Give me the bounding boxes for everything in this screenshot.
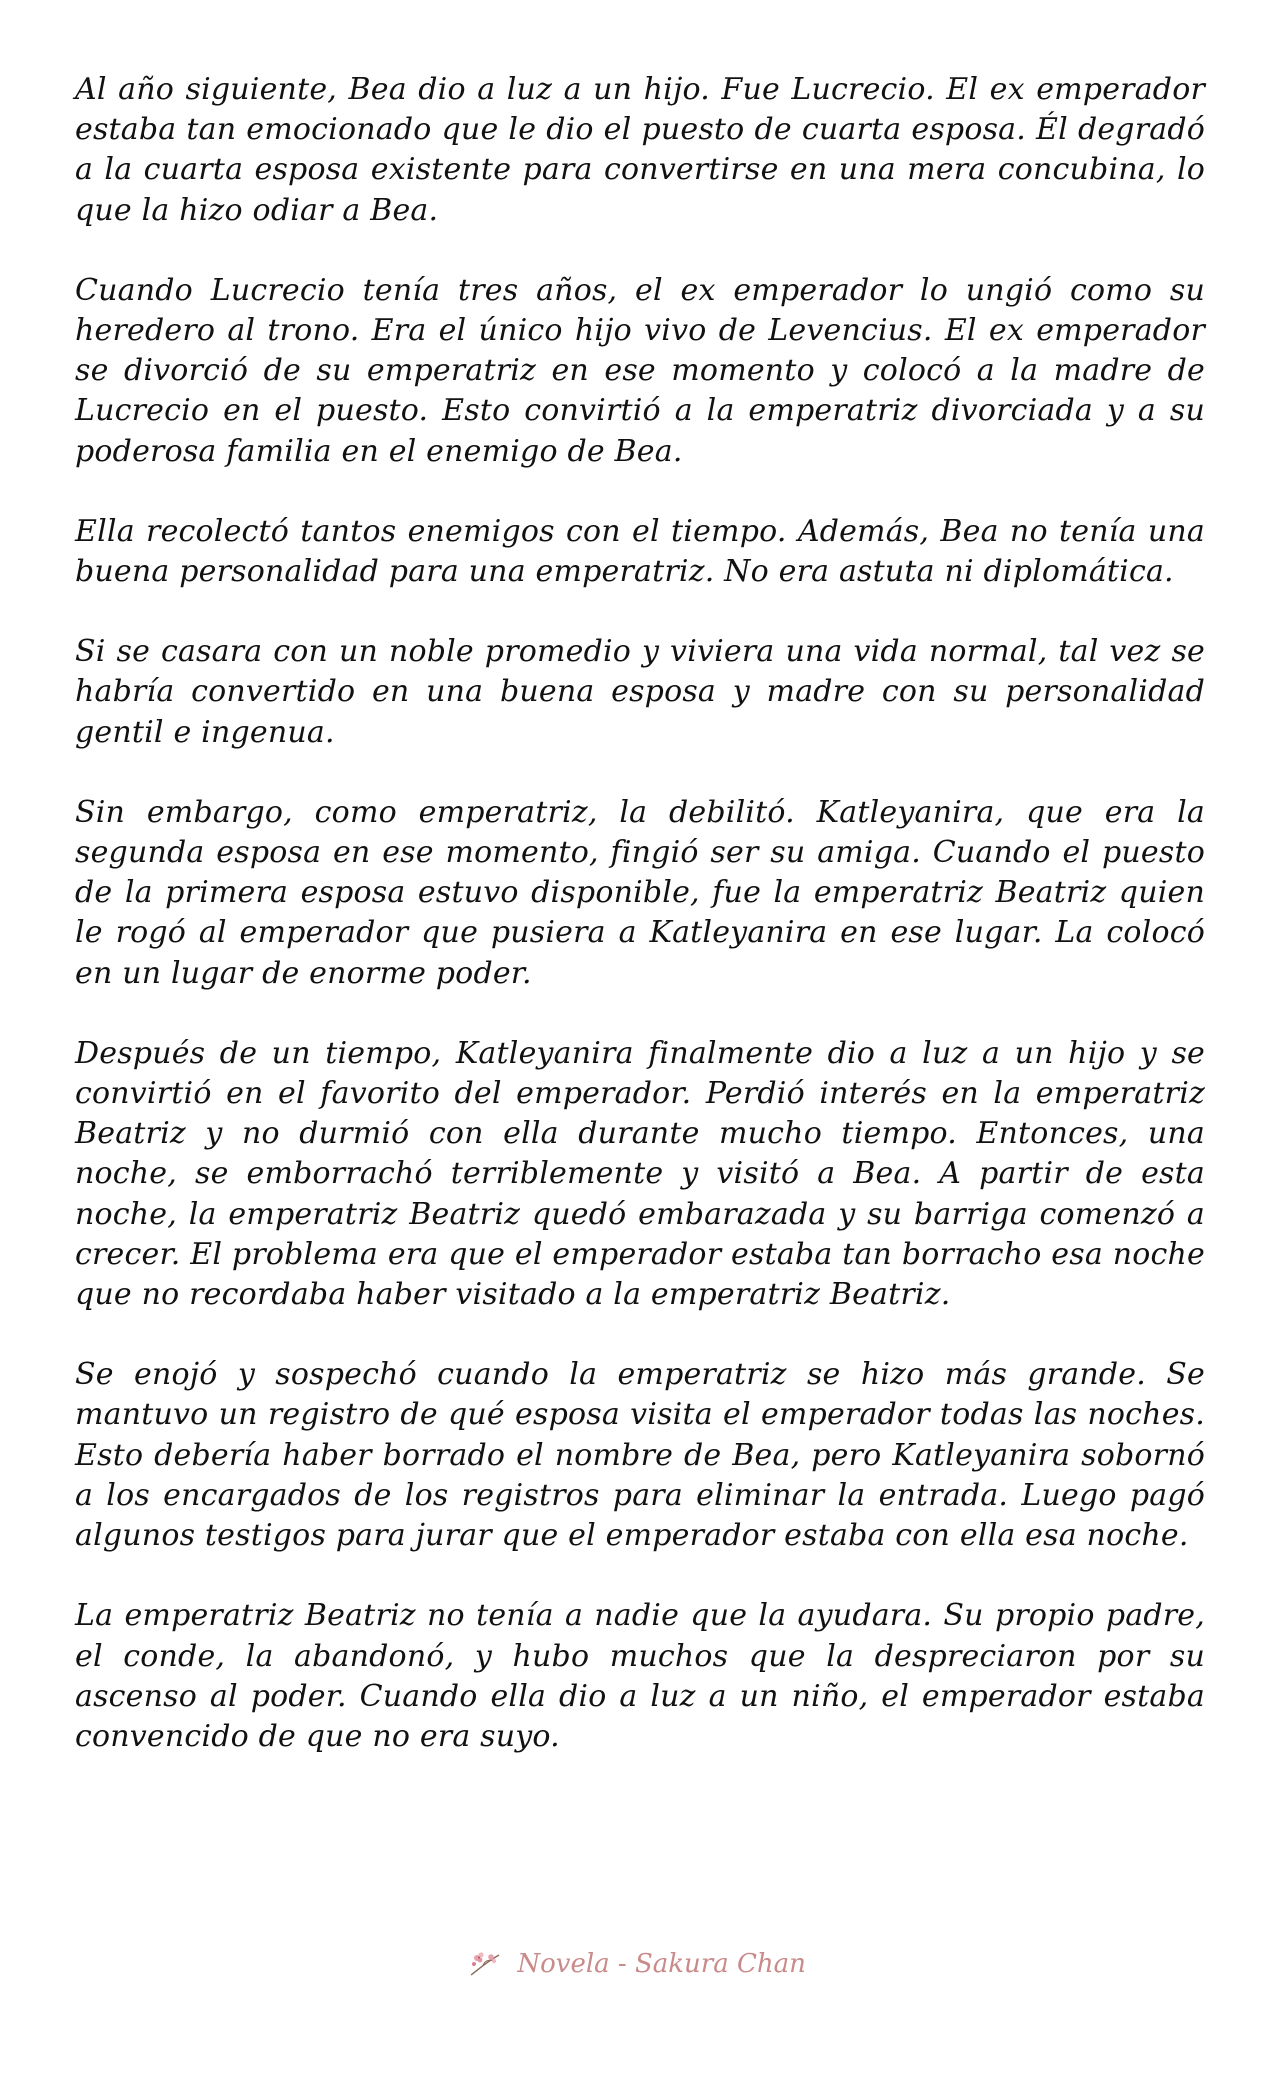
paragraph: La emperatriz Beatriz no tenía a nadie que la ayudara. Su propio padre, el conde, la abandonó, y hubo muchos que la despreciaron por su ascenso al poder. Cuando ella dio a luz a un niño, el emperador estaba convencido de que no era suyo. xyxy=(75,1598,1205,1754)
paragraph: Se enojó y sospechó cuando la emperatriz se hizo más grande. Se mantuvo un registro de qué esposa visita el emperador todas las noches. Esto debería haber borrado el nombre de Bea, pero Katleyanira sobornó a los encargados de los registros para eliminar la entrada. Luego pagó algunos testigos para jurar que el emperador estaba con ella esa noche. xyxy=(75,1357,1205,1554)
document-body xyxy=(75,70,1205,1797)
paragraph: Después de un tiempo, Katleyanira finalmente dio a luz a un hijo y se convirtió en el favorito del emperador. Perdió interés en la emperatriz Beatriz y no durmió con ella durante mucho tiempo. Entonces, una noche, se emborrachó terriblemente y visitó a Bea. A partir de esta noche, la emperatriz Beatriz quedó embarazada y su barriga comenzó a crecer. El problema era que el emperador estaba tan borracho esa noche que no recordaba haber visitado a la emperatriz Beatriz. xyxy=(75,1035,1205,1313)
cherry-blossom-icon xyxy=(469,1949,503,1979)
paragraph: Sin embargo, como emperatriz, la debilitó. Katleyanira, que era la segunda esposa en ese momento, fingió ser su amiga. Cuando el puesto de la primera esposa estuvo disponible, fue la emperatriz Beatriz quien le rogó al emperador que pusiera a Katleyanira en ese lugar. La colocó en un lugar de enorme poder. xyxy=(75,794,1205,991)
paragraph: Si se casara con un noble promedio y viviera una vida normal, tal vez se habría convertido en una buena esposa y madre con su personalidad gentil e ingenua. xyxy=(75,634,1205,750)
paragraph: Ella recolectó tantos enemigos con el tiempo. Además, Bea no tenía una buena personalidad para una emperatriz. No era astuta ni diplomática. xyxy=(75,513,1205,590)
paragraph: Cuando Lucrecio tenía tres años, el ex emperador lo ungió como su heredero al trono. Era el único hijo vivo de Levencius. El ex emperador se divorció de su emperatriz en ese momento y colocó a la madre de Lucrecio en el puesto. Esto convirtió a la emperatriz divorciada y a su poderosa familia en el enemigo de Bea. xyxy=(75,272,1205,469)
watermark-footer xyxy=(0,1948,1275,1979)
watermark-text: Novela - Sakura Chan xyxy=(517,1949,806,1979)
paragraph: Al año siguiente, Bea dio a luz a un hijo. Fue Lucrecio. El ex emperador estaba tan emocionado que le dio el puesto de cuarta esposa. Él degradó a la cuarta esposa existente para convertirse en una mera concubina, lo que la hizo odiar a Bea. xyxy=(75,72,1205,228)
